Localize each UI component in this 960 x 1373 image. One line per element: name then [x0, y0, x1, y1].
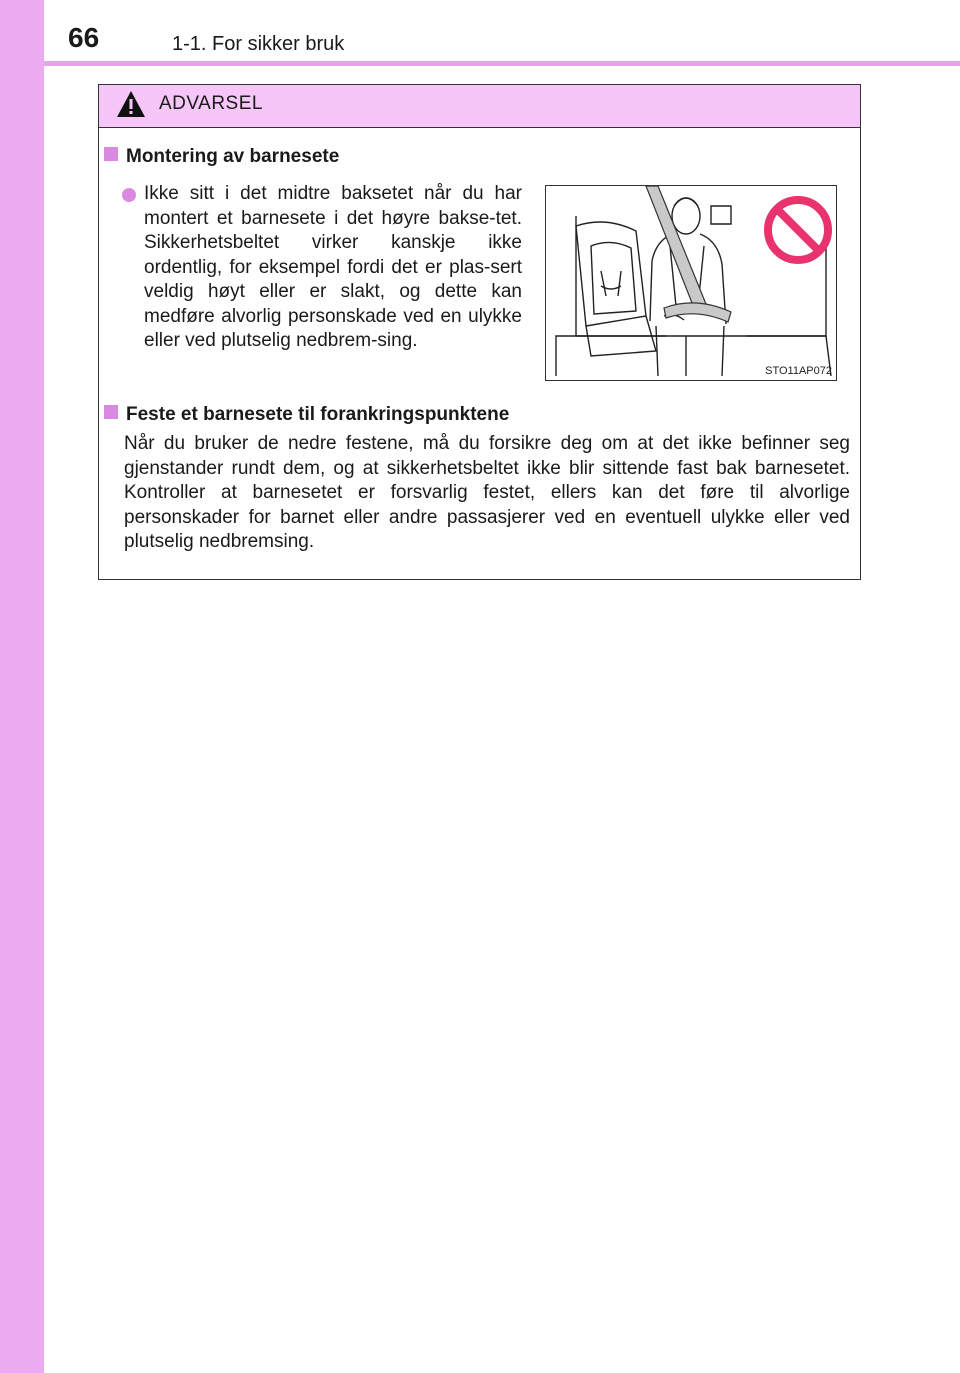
page-header: [44, 0, 960, 55]
section-title: 1-1. For sikker bruk: [172, 33, 345, 55]
square-bullet-icon: [104, 147, 118, 161]
warning-label: ADVARSEL: [159, 93, 263, 114]
heading-child-seat-installation: [104, 145, 339, 169]
heading-text: Feste et barnesete til forankringspunktene: [126, 404, 510, 425]
figure-code: STO11AP072: [765, 365, 832, 377]
heading-text: Montering av barnesete: [126, 146, 340, 167]
warning-header: [99, 85, 860, 128]
anchor-warning-paragraph: Når du bruker de nedre festene, må du forsikre deg om at det ikke befinner seg gjenstander rundt dem, og at sikkerhetsbeltet ikke blir sittende fast bak barnesetet. Kontroller at barnesetet er forsvarlig festet, ellers kan det føre til alvorlige personskader for barnet eller andre passasjerer ved en eventuell ulykke eller ved plutselig nedbremsing.: [124, 433, 850, 552]
seatbelt-illustration: [545, 185, 837, 381]
heading-lower-anchors: [104, 403, 509, 427]
warning-box: [98, 84, 861, 580]
side-tab-bar: [0, 0, 44, 1373]
bullet-text: Ikke sitt i det midtre baksetet når du har montert et barnesete i det høyre bakse-tet. Sikkerhetsbeltet virker kanskje ikke ordentlig, for eksempel fordi det er plas-sert veldig høyt eller er slakt, og dette kan medføre alvorlig personskade ved en ulykke eller ved plutselig nedbrem-sing.: [144, 183, 522, 351]
warning-triangle-icon: [116, 90, 146, 118]
square-bullet-icon: [104, 405, 118, 419]
bullet-item: [122, 182, 522, 354]
rear-seat-illustration: [546, 186, 835, 379]
page-number: 66: [68, 22, 100, 53]
prohibition-icon: [768, 200, 828, 260]
header-divider: [44, 61, 960, 66]
round-bullet-icon: [122, 188, 136, 202]
